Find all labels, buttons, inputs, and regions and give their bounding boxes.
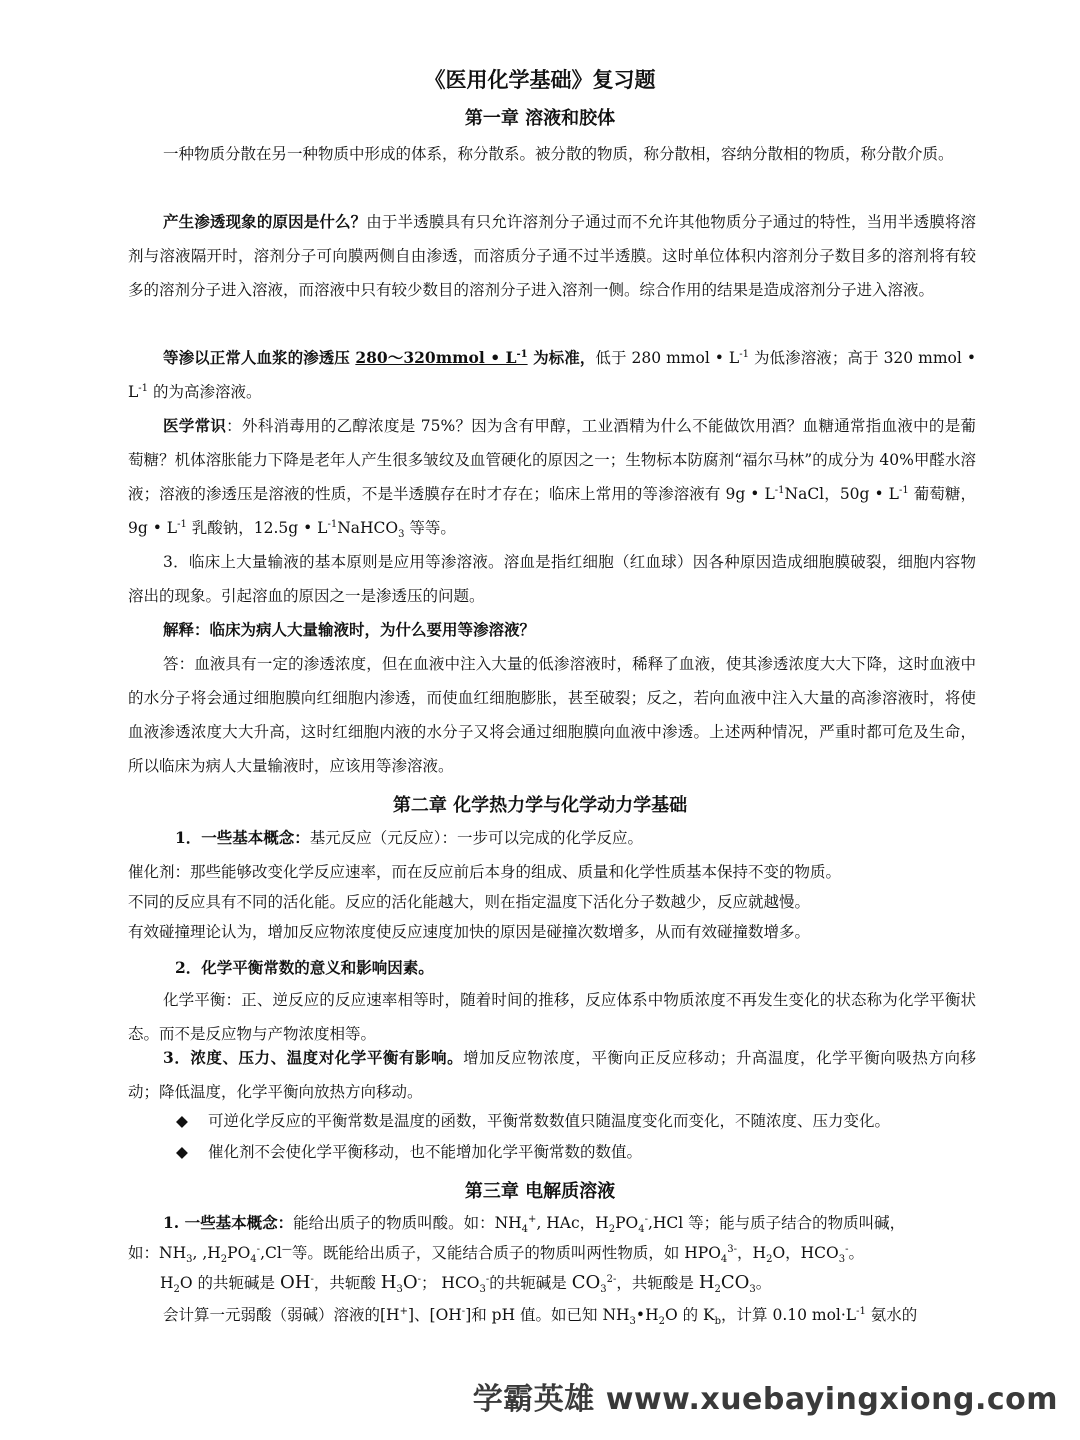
diamond-bullet-icon: ◆ (176, 1143, 188, 1161)
medical-knowledge-label: 医学常识 (163, 416, 227, 435)
site-watermark: 学霸英雄 www.xuebayingxiong.com (472, 1382, 1058, 1417)
paragraph-isotonic-standard: 等渗以正常人血浆的渗透压 280～320mmol • $L^{-1}$ 为标准，低于 280 mmol • $L^{-1}$ 为低渗溶液；高于 320 mmol • $L^{-1}$ 的为高渗溶液。 (128, 348, 976, 401)
osmosis-answer: 由于半透膜具有只允许溶剂分子通过而不允许其他物质分子通过的特性，当用半透膜将溶剂与溶液隔开时，溶剂分子可向膜两侧自由渗透，而溶质分子通不过半透膜。这时单位体积内溶剂分子数目多的溶剂将有较多的溶剂分子进入溶液，而溶液中只有较少数目的溶剂分子进入溶剂一侧。综合作用的结果是造成溶剂分子进入溶液。 (128, 213, 976, 299)
paragraph-explain-answer: 答：血液具有一定的渗透浓度，但在血液中注入大量的低渗溶液时，稀释了血液，使其渗透浓度大大下降，这时血液中的水分子将会通过细胞膜向红细胞内渗透，而使血红细胞膨胀，甚至破裂；反之，若向血液中注入大量的高渗溶液时，将使血液渗透浓度大大升高，这时红细胞内液的水分子又将会通过细胞膜向血液中渗透。上述两种情况，严重时都可危及生命，所以临床为病人大量输液时，应该用等渗溶液。 (128, 655, 976, 775)
weak-acid-calc-line: 会计算一元弱酸（弱碱）溶液的[H+]、[OH-]和 pH 值。如已知 $NH_3•H_2O$ 的 $K_b$，计算 0.10 $mol\cdot L^{-1}$ 氨水的 (163, 1305, 918, 1328)
basic-concepts-line: 1．一些基本概念：基元反应（元反应）：一步可以完成的化学反应。 (175, 828, 644, 847)
isotonic-lead: 等渗以正常人血浆的渗透压 (163, 348, 356, 367)
paragraph-osmosis-cause (128, 205, 976, 307)
acid-definition-line: 1. 一些基本概念：能给出质子的物质叫酸。如：$NH_4^+$, HAc，$H_2PO_4^-,HCl$ 等；能与质子结合的物质叫碱， (163, 1213, 906, 1236)
catalyst-line: 催化剂：那些能够改变化学反应速率，而在反应前后本身的组成、质量和化学性质基本保持不变的物质。 (128, 863, 842, 881)
document-title: 《医用化学基础》复习题 (424, 68, 656, 92)
paragraph-hemolysis: 3．临床上大量输液的基本原则是应用等渗溶液。溶血是指红细胞（红血球）因各种原因造成细胞膜破裂，细胞内容物溶出的现象。引起溶血的原因之一是渗透压的问题。 (128, 553, 976, 605)
explain-question: 解释：临床为病人大量输液时，为什么要用等渗溶液？ (163, 620, 536, 639)
equilibrium-constant-heading: 2．化学平衡常数的意义和影响因素。 (175, 958, 434, 977)
diamond-bullet-icon: ◆ (176, 1112, 188, 1130)
chapter-3-heading: 第三章 电解质溶液 (464, 1181, 616, 1202)
osmosis-question: 产生渗透现象的原因是什么？ (163, 212, 367, 231)
conjugate-pairs-line: $H_2O$ 的共轭碱是 OH-，共轭酸 $H_3O^-$； $HCO_3^-$的共轭碱是 $CO_3^{2-}$，共轭酸是 $H_2CO_3$。 (160, 1272, 772, 1296)
chapter-2-heading: 第二章 化学热力学与化学动力学基础 (392, 795, 688, 816)
isotonic-range: 280～320mmol • $L^{-1}$ (355, 348, 528, 367)
collision-theory-line: 有效碰撞理论认为，增加反应物浓度使反应速度加快的原因是碰撞次数增多，从而有效碰撞数增多。 (128, 923, 811, 941)
bullet-item-2: ◆ 催化剂不会使化学平衡移动，也不能增加化学平衡常数的数值。 (176, 1135, 976, 1169)
paragraph-chemical-equilibrium: 化学平衡：正、逆反应的反应速率相等时，随着时间的推移，反应体系中物质浓度不再发生变化的状态称为化学平衡状态。而不是反应物与产物浓度相等。 (128, 991, 976, 1043)
bullet-item-1: ◆ 可逆化学反应的平衡常数是温度的函数，平衡常数数值只随温度变化而变化，不随浓度、压力变化。 (176, 1104, 976, 1138)
base-definition-line: 如：$NH_3$, $,H_2PO_4^-,Cl^—$等。既能给出质子，又能结合质子的物质叫两性物质，如 $HPO_4^{3-}$，$H_2O$，$HCO_3^-$。 (128, 1243, 865, 1266)
paragraph-medical-knowledge: 医学常识：外科消毒用的乙醇浓度是 75%？因为含有甲醇，工业酒精为什么不能做饮用酒？血糖通常指血液中的是葡萄糖？机体溶胀能力下降是老年人产生很多皱纹及血管硬化的原因之一；生物标本防腐剂“福尔马林”的成分为 40%甲醛水溶液；溶液的渗透压是溶液的性质，不是半透膜存在时才存在；临床上常用的等渗溶液有 9g • $L^{-1}NaCl$，50g • $L^{-1}$ 葡萄糖，9g • $L^{-1}$ 乳酸钠，12.5g • $L^{-1}NaHCO_3$ 等等。 (128, 416, 976, 541)
paragraph-equilibrium-factors: 3．浓度、压力、温度对化学平衡有影响。增加反应物浓度，平衡向正反应移动；升高温度，化学平衡向吸热方向移动；降低温度，化学平衡向放热方向移动。 (128, 1048, 976, 1101)
paragraph-dispersion-system: 一种物质分散在另一种物质中形成的体系，称分散系。被分散的物质，称分散相，容纳分散相的物质，称分散介质。 (163, 145, 954, 163)
activation-energy-line: 不同的反应具有不同的活化能。反应的活化能越大，则在指定温度下活化分子数越少，反应就越慢。 (128, 893, 811, 911)
chapter-1-heading: 第一章 溶液和胶体 (464, 108, 616, 129)
